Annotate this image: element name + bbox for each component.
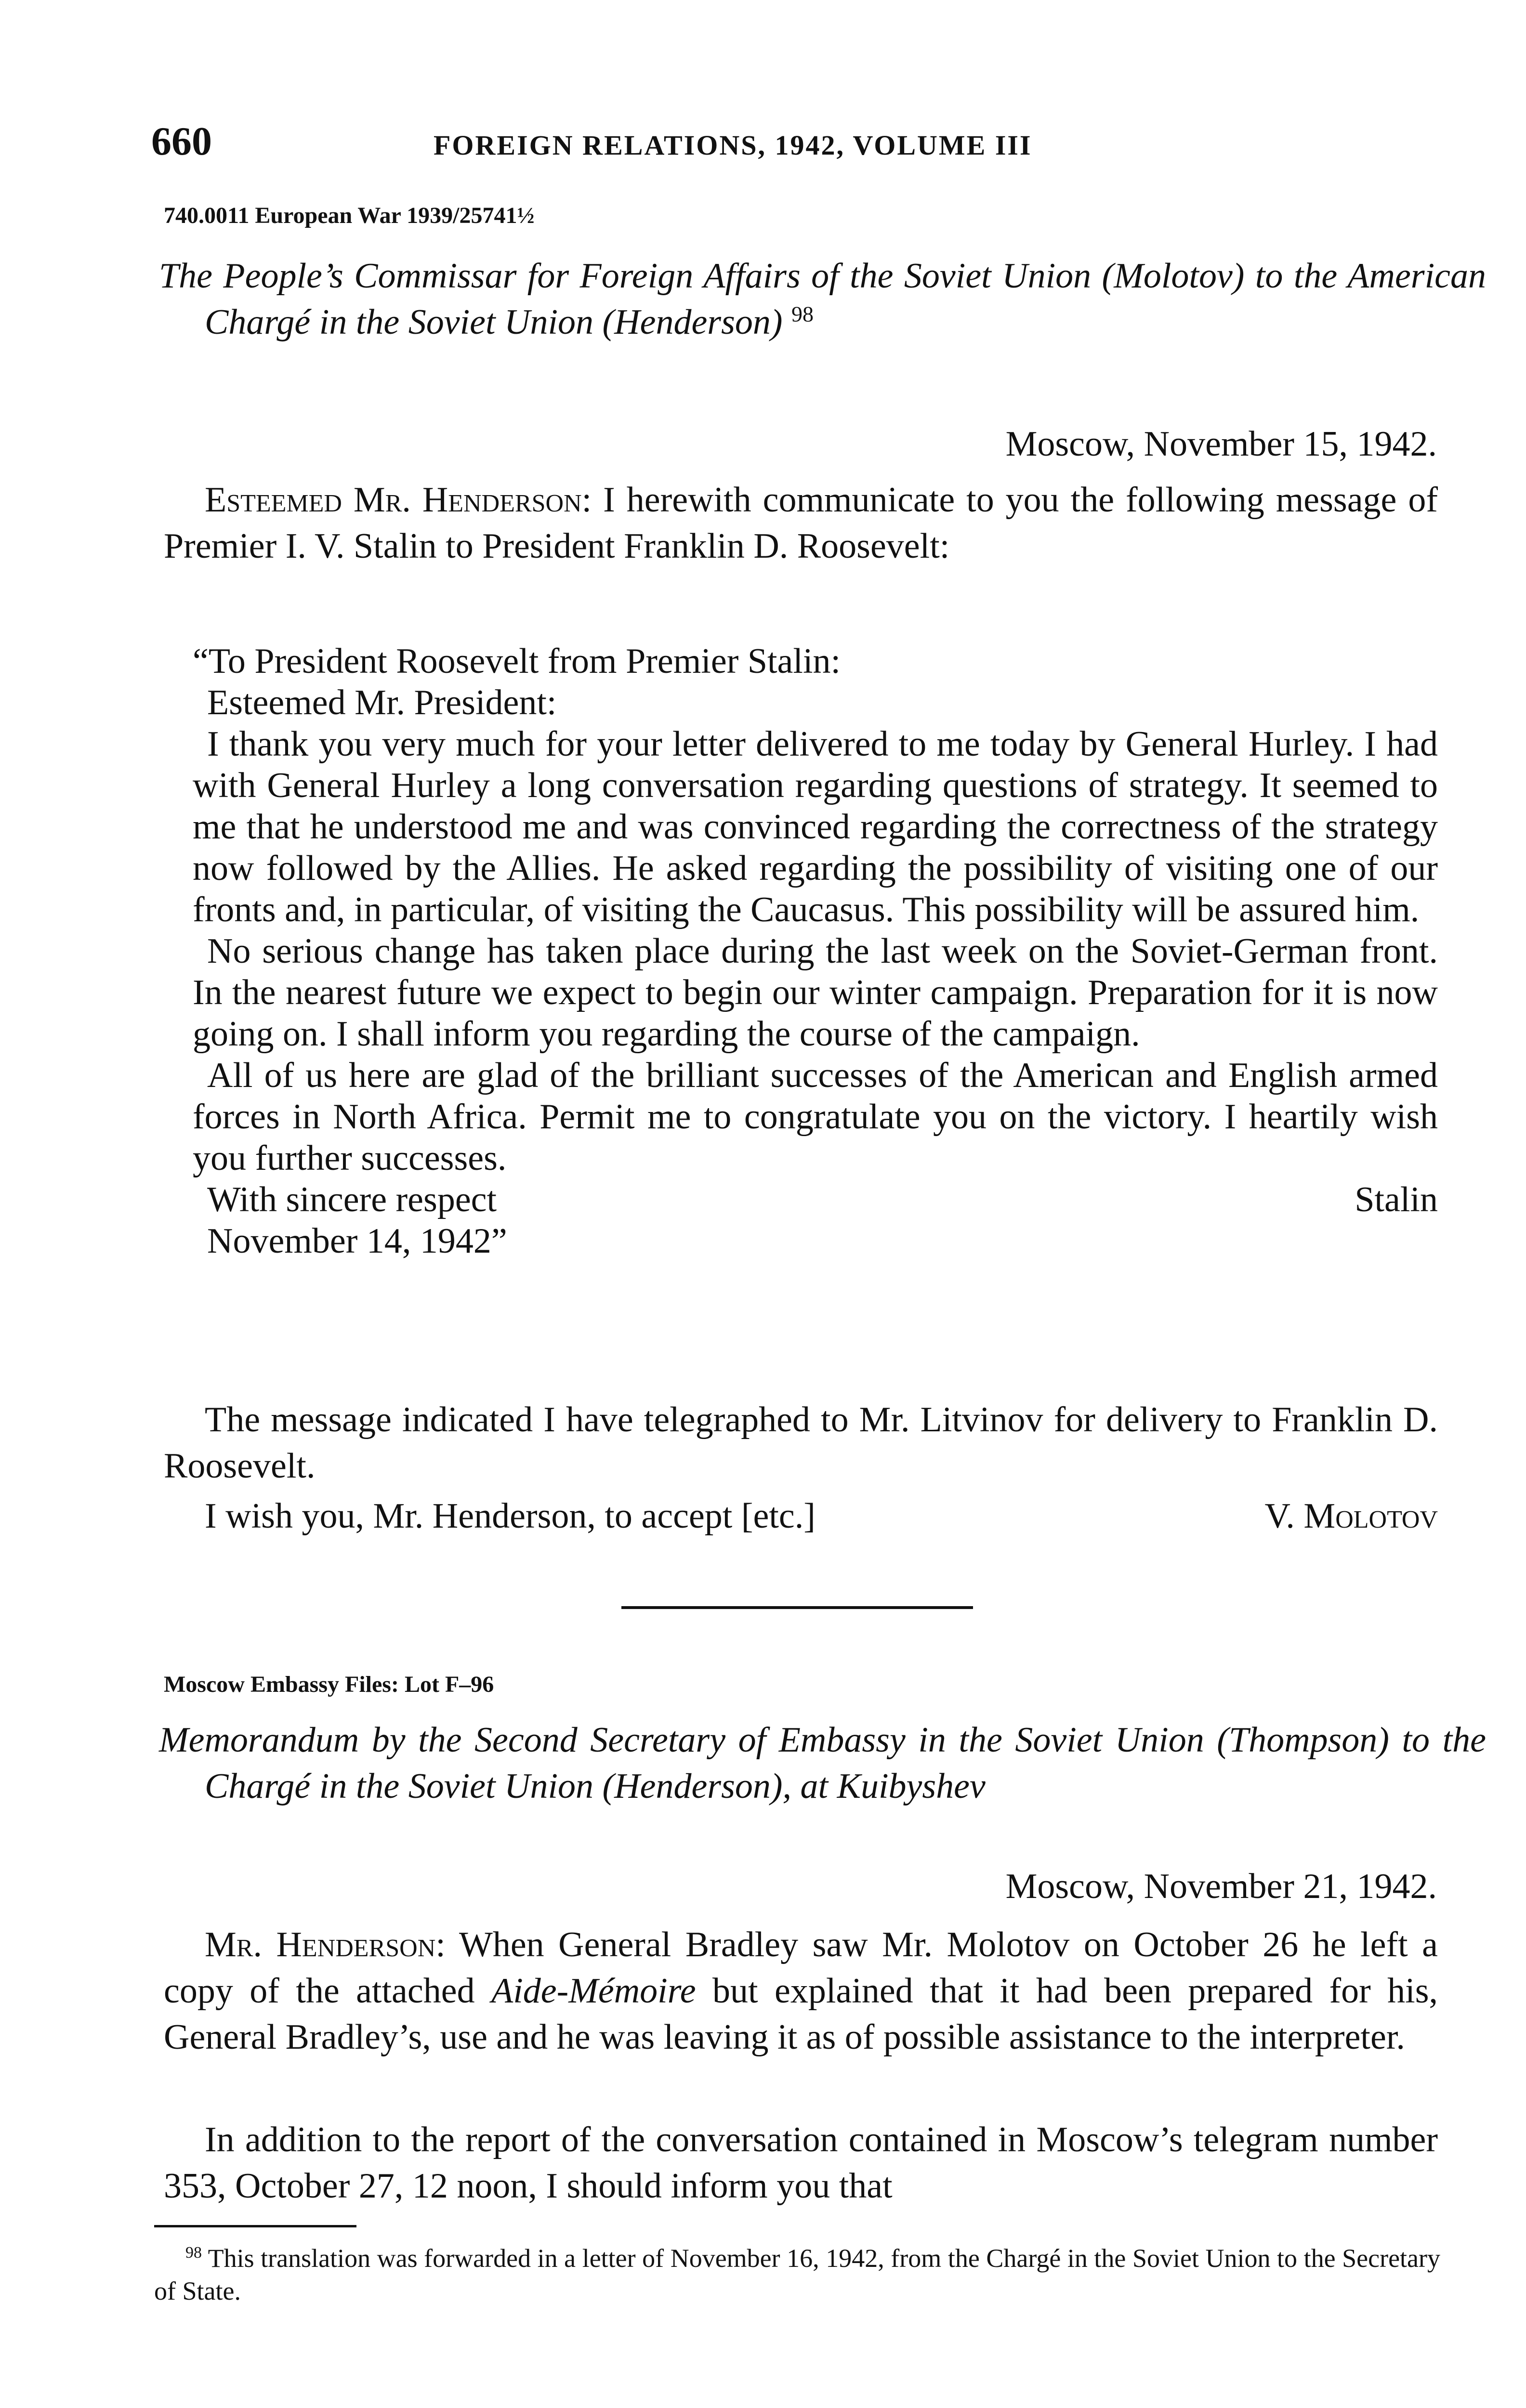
file-reference-2: Moscow Embassy Files: Lot F–96 xyxy=(164,1672,494,1697)
quote-closing-row xyxy=(193,1179,1438,1220)
title-text: The People’s Commissar for Foreign Affairs of the Soviet Union (Molotov) to the American Chargé in the Soviet Union (Henderson) xyxy=(159,256,1486,342)
quote-signature: Stalin xyxy=(1355,1180,1438,1219)
salutation: Esteemed Mr. Henderson: xyxy=(205,480,592,520)
document-title-2: Memorandum by the Second Secretary of Embassy in the Soviet Union (Thompson) to the Chargé in the Soviet Union (Henderson), at Kuibyshev xyxy=(159,1720,1486,1806)
page-number: 660 xyxy=(151,119,212,164)
footnote-reference: 98 xyxy=(791,301,814,327)
quote-salutation: Esteemed Mr. President: xyxy=(207,683,557,722)
document-title-1 xyxy=(159,253,1486,345)
quote-closing: With sincere respect xyxy=(207,1180,497,1219)
closing-row xyxy=(164,1493,1438,1539)
intro-text: I herewith communicate to you the following message of Premier I. V. Stalin to President Franklin D. Roosevelt: xyxy=(164,480,1438,566)
memo-text-b: but explained that it had been prepared for his, General Bradley’s, use and he was leaving it as of possible assistance to the interpreter. xyxy=(164,1971,1438,2057)
file-reference-1: 740.0011 European War 1939/25741½ xyxy=(164,203,535,228)
dateline-1: Moscow, November 15, 1942. xyxy=(1005,424,1437,464)
memo-paragraph-1 xyxy=(164,1922,1438,2060)
memo-text-a: When General Bradley saw Mr. Molotov on October 26 he left a copy of the attached xyxy=(164,1925,1438,2011)
footnote-rule xyxy=(154,2225,356,2227)
footnote xyxy=(154,2242,1440,2307)
quoted-message xyxy=(193,641,1438,1262)
opening-paragraph xyxy=(164,477,1438,569)
closing-line: I wish you, Mr. Henderson, to accept [etc.] xyxy=(205,1496,816,1536)
running-title: FOREIGN RELATIONS, 1942, VOLUME III xyxy=(434,130,1032,161)
quote-paragraph-2: No serious change has taken place during the last week on the Soviet-German front. In the nearest future we expect to begin our winter campaign. Preparation for it is now going on. I shall inform you regarding the course of the campaign. xyxy=(193,931,1438,1054)
quote-heading: “To President Roosevelt from Premier Stalin: xyxy=(193,641,841,681)
memo-italic-term: Aide-Mémoire xyxy=(491,1971,696,2011)
signature: V. Molotov xyxy=(1264,1496,1438,1536)
quote-paragraph-3: All of us here are glad of the brilliant successes of the American and English armed forces in North Africa. Permit me to congratulate you on the victory. I heartily wish you further successes. xyxy=(193,1056,1438,1178)
dateline-2: Moscow, November 21, 1942. xyxy=(1005,1867,1437,1906)
footnote-text: This translation was forwarded in a letter of November 16, 1942, from the Chargé in the Soviet Union to the Secretary of State. xyxy=(154,2244,1441,2305)
quote-paragraph-1: I thank you very much for your letter delivered to me today by General Hurley. I had with General Hurley a long conversation regarding questions of strategy. It seemed to me that he understood me and was convinced regarding the correctness of the strategy now followed by the Allies. He asked regarding the possibility of visiting one of our fronts and, in particular, of visiting the Caucasus. This possibility will be assured him. xyxy=(193,724,1438,929)
after-paragraph: The message indicated I have telegraphed to Mr. Litvinov for delivery to Franklin D. Roosevelt. xyxy=(164,1400,1438,1486)
memo-paragraph-2: In addition to the report of the conversation contained in Moscow’s telegram number 353, October 27, 12 noon, I should inform you that xyxy=(164,2120,1438,2206)
section-divider xyxy=(621,1606,973,1609)
memo-salutation: Mr. Henderson: xyxy=(205,1925,446,1964)
footnote-marker: 98 xyxy=(185,2244,202,2262)
quote-date: November 14, 1942” xyxy=(207,1221,507,1261)
